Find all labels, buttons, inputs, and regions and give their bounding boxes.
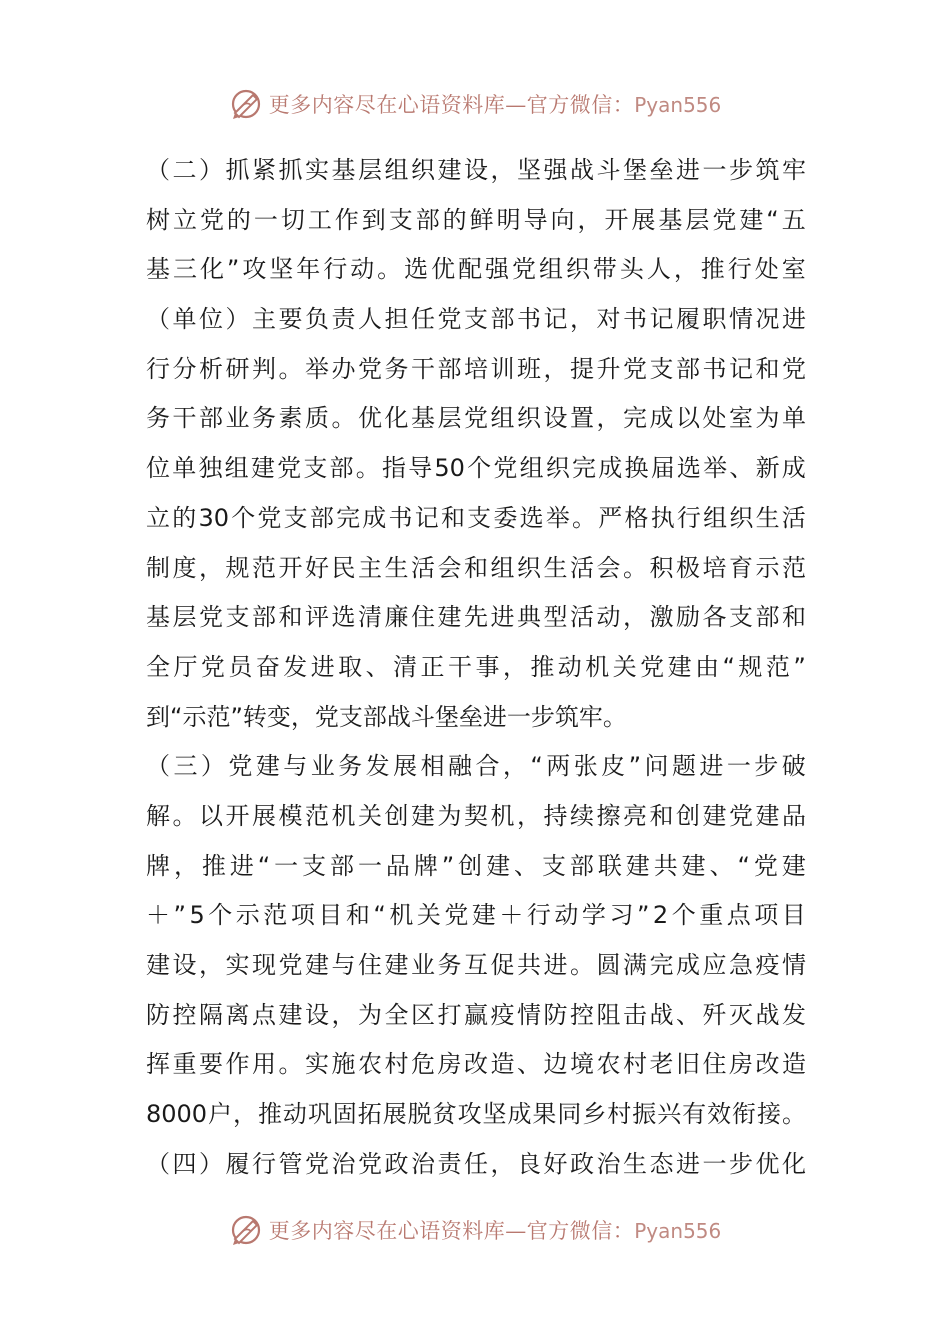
watermark-text: 更多内容尽在心语资料库—官方微信：Pyan556	[268, 93, 722, 117]
text-line: 8000 户 ， 推 动 巩 固 拓 展 脱 贫 攻 坚 成 果 同 乡 村 振 兴 有 效 衔 接 。	[146, 1100, 806, 1129]
text-line: （ 三 ） 党 建 与 业 务 发 展 相 融 合 ， “ 两 张 皮 ” 问 题 进 一 步 破	[146, 752, 806, 781]
text-line: （ 单 位 ） 主 要 负 责 人 担 任 党 支 部 书 记 ， 对 书 记 履 职 情 况 进	[146, 305, 806, 334]
text-line: ＋ ” 5 个 示 范 项 目 和 “ 机 关 党 建 ＋ 行 动 学 习 ” 2 个 重 点 项 目	[146, 901, 806, 930]
text-line: 基 三 化 ” 攻 坚 年 行 动 。 选 优 配 强 党 组 织 带 头 人 ， 推 行 处 室	[146, 255, 806, 284]
text-line: 全 厅 党 员 奋 发 进 取 、 清 正 干 事 ， 推 动 机 关 党 建 由 “ 规 范 ”	[146, 652, 806, 681]
text-line: 位 单 独 组 建 党 支 部 。 指 导 50 个 党 组 织 完 成 换 届 选 举 、 新 成	[146, 454, 806, 483]
footer-watermark	[0, 1212, 950, 1248]
text-line: 基 层 党 支 部 和 评 选 清 廉 住 建 先 进 典 型 活 动 ， 激 励 各 支 部 和	[146, 603, 806, 632]
text-line: （ 二 ） 抓 紧 抓 实 基 层 组 织 建 设 ， 坚 强 战 斗 堡 垒 进 一 步 筑 牢	[146, 156, 806, 184]
text-line: 到 “ 示 范 ” 转 变 ， 党 支 部 战 斗 堡 垒 进 一 步 筑 牢 。	[146, 702, 627, 731]
text-line: 牌 ， 推 进 “ 一 支 部 一 品 牌 ” 创 建 、 支 部 联 建 共 建 、 “ 党 建	[146, 851, 806, 880]
text-line: 行 分 析 研 判 。 举 办 党 务 干 部 培 训 班 ， 提 升 党 支 部 书 记 和 党	[146, 354, 806, 383]
text-line: 挥 重 要 作 用 。 实 施 农 村 危 房 改 造 、 边 境 农 村 老 旧 住 房 改 造	[146, 1050, 806, 1079]
text-line: 立 的 30 个 党 支 部 完 成 书 记 和 支 委 选 举 。 严 格 执 行 组 织 生 活	[146, 503, 806, 532]
wechat-id: Pyan556	[634, 1219, 722, 1243]
wechat-id: Pyan556	[634, 93, 722, 117]
text-line: 解 。 以 开 展 模 范 机 关 创 建 为 契 机 ， 持 续 擦 亮 和 创 建 党 建 品	[146, 801, 806, 830]
text-line: 建 设 ， 实 现 党 建 与 住 建 业 务 互 促 共 进 。 圆 满 完 成 应 急 疫 情	[146, 951, 806, 979]
text-line: 制 度 ， 规 范 开 好 民 主 生 活 会 和 组 织 生 活 会 。 积 极 培 育 示 范	[146, 553, 806, 582]
watermark-text: 更多内容尽在心语资料库—官方微信：Pyan556	[268, 1219, 722, 1243]
text-line: （ 四 ） 履 行 管 党 治 党 政 治 责 任 ， 良 好 政 治 生 态 进 一 步 优 化	[146, 1149, 806, 1178]
document-body	[146, 146, 806, 1189]
pen-logo-icon	[229, 87, 263, 121]
text-line: 树 立 党 的 一 切 工 作 到 支 部 的 鲜 明 导 向 ， 开 展 基 层 党 建 “ 五	[146, 205, 806, 234]
pen-logo-icon	[229, 1213, 263, 1247]
text-line: 务 干 部 业 务 素 质 。 优 化 基 层 党 组 织 设 置 ， 完 成 以 处 室 为 单	[146, 404, 806, 433]
text-line: 防 控 隔 离 点 建 设 ， 为 全 区 打 赢 疫 情 防 控 阻 击 战 、 歼 灭 战 发	[146, 1000, 806, 1029]
header-watermark	[0, 86, 950, 122]
